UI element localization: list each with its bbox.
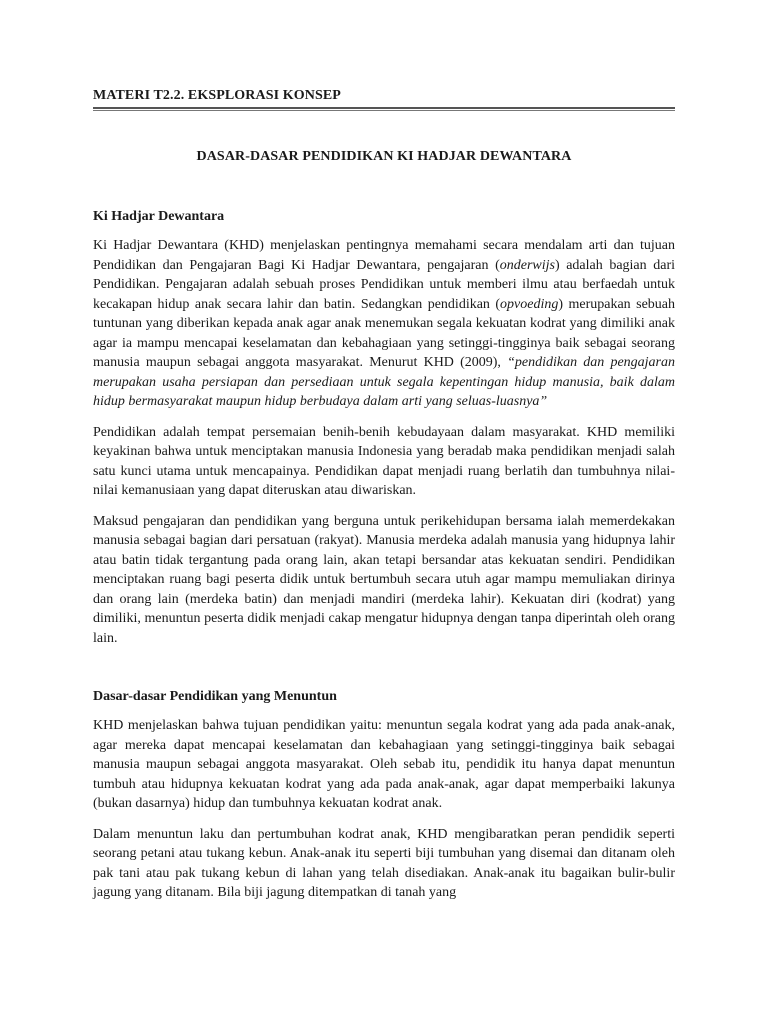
paragraph: [93, 236, 675, 412]
text-run: Ki Hadjar Dewantara (KHD) menjelaskan pentingnya memahami secara mendalam arti dan tujuan Pendidikan dan Pengajaran Bagi Ki Hadjar Dewantara, pengajaran (: [93, 238, 675, 273]
document-title: DASAR-DASAR PENDIDIKAN KI HADJAR DEWANTARA: [196, 149, 572, 164]
header-rule-thin: [93, 110, 675, 111]
text-run: ) merupakan sebuah tuntunan yang diberikan kepada anak agar anak menemukan segala kekuatan kodrat yang dimiliki anak agar ia mampu mencapai keselamatan dan kebahagiaan yang setinggi-tingginya baik sebagai seorang manusia maupun sebagai anggota masyarakat. Menurut KHD (2009),: [93, 296, 676, 370]
italic-term: onderwijs: [499, 257, 555, 273]
section-heading-ki-hadjar: Ki Hadjar Dewantara: [93, 209, 225, 224]
header-rule-thick: [93, 107, 675, 109]
page-header: [93, 86, 675, 111]
italic-term: opvoeding: [500, 296, 559, 312]
section-gap: [93, 659, 675, 687]
paragraph: KHD menjelaskan bahwa tujuan pendidikan yaitu: menuntun segala kodrat yang ada pada anak-anak, agar mereka dapat mencapai keselamatan dan kebahagiaan yang setinggi-tingginya baik sebagai manusia maupun sebagai anggota masyarakat. Oleh sebab itu, pendidik itu hanya dapat menuntun tumbuh atau hidupnya kekuatan kodrat yang ada pada anak-anak, agar dapat memperbaiki lakunya (bukan dasarnya) hidup dan tumbuhnya kekuatan kodrat anak.: [93, 718, 675, 811]
document-body: [93, 207, 675, 914]
paragraph: Maksud pengajaran dan pendidikan yang berguna untuk perikehidupan bersama ialah memerdekakan manusia sebagai bagian dari persatuan (rakyat). Manusia merdeka adalah manusia yang hidupnya lahir atau batin tidak tergantung pada orang lain, akan tetapi bersandar atas kekuatan sendiri. Pendidikan menciptakan ruang bagi peserta didik untuk bertumbuh secara utuh agar mampu memuliakan dirinya dan orang lain (merdeka batin) dan menjadi mandiri (merdeka lahir). Kekuatan diri (kodrat) yang dimiliki, menuntun peserta didik menjadi cakap mengatur hidupnya dengan tanpa diperintah oleh orang lain.: [93, 513, 675, 646]
text-run: ) adalah bagian dari Pendidikan. Pengajaran adalah sebuah proses Pendidikan untuk memberi ilmu atau berfaedah untuk kecakapan hidup anak secara lahir dan batin. Sedangkan pendidikan (: [93, 257, 675, 312]
header-title: MATERI T2.2. EKSPLORASI KONSEP: [93, 88, 341, 103]
paragraph: Pendidikan adalah tempat persemaian benih-benih kebudayaan dalam masyarakat. KHD memiliki keyakinan bahwa untuk menciptakan manusia Indonesia yang beradab maka pendidikan menjadi salah satu kunci utama untuk mencapainya. Pendidikan dapat menjadi ruang berlatih dan tumbuhnya nilai-nilai kemanusiaan yang dapat diteruskan atau diwariskan.: [93, 424, 675, 498]
italic-quote: “pendidikan dan pengajaran merupakan usaha persiapan dan persediaan untuk segala kepentingan hidup manusia, baik dalam hidup bermasyarakat maupun hidup berbudaya dalam arti yang seluas-luasnya”: [93, 355, 676, 409]
section-heading-dasar-dasar: Dasar-dasar Pendidikan yang Menuntun: [93, 689, 337, 704]
paragraph: Dalam menuntun laku dan pertumbuhan kodrat anak, KHD mengibaratkan peran pendidik seperti seorang petani atau tukang kebun. Anak-anak itu seperti biji tumbuhan yang disemai dan ditanam oleh pak tani atau pak tukang kebun di lahan yang telah disediakan. Anak-anak itu bagaikan bulir-bulir jagung yang ditanam. Bila biji jagung ditempatkan di tanah yang: [93, 826, 675, 900]
